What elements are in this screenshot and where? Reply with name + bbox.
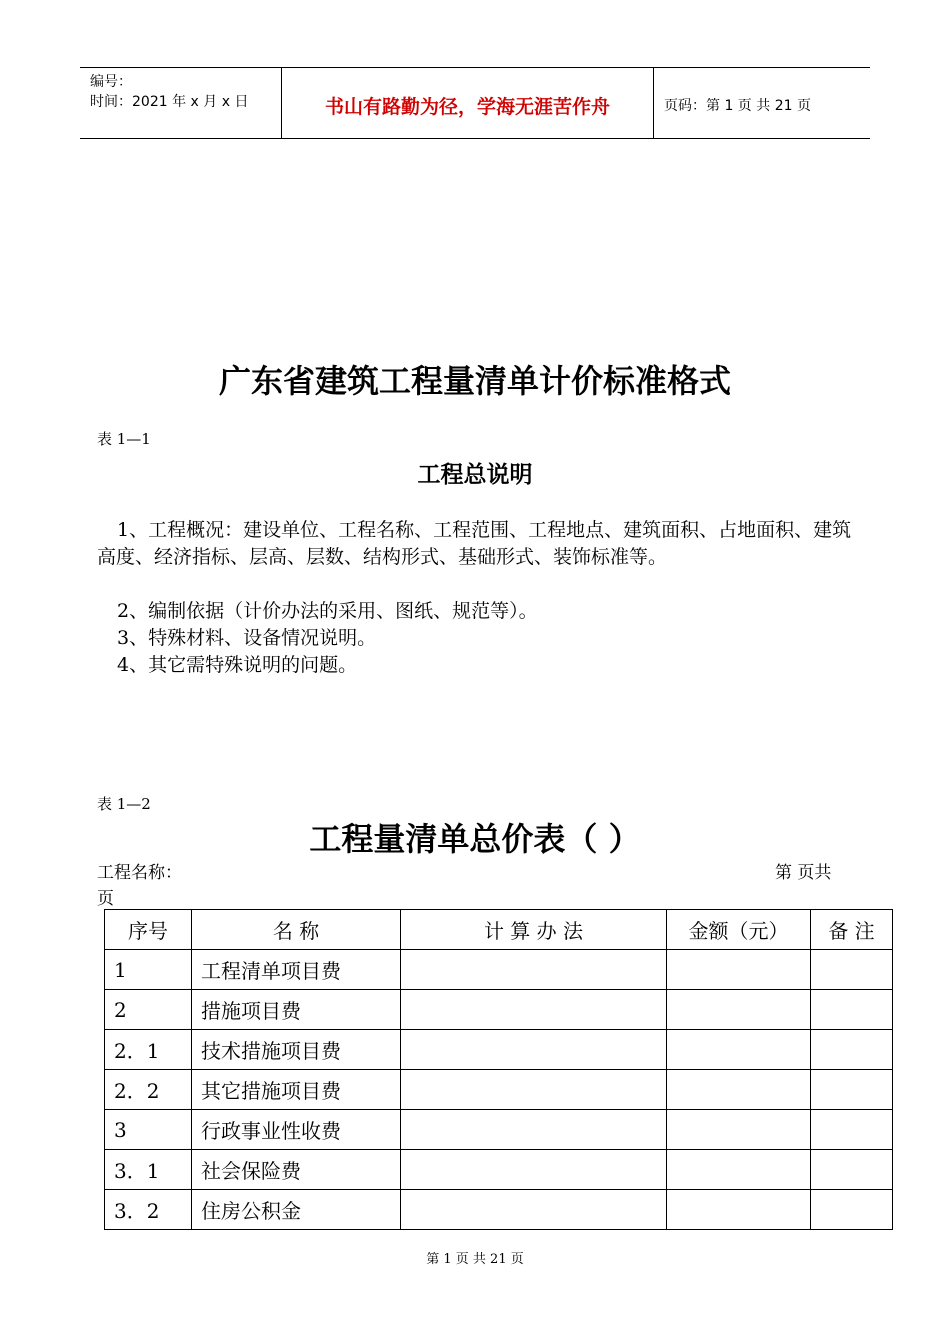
table-row: [105, 950, 893, 990]
row-method: [401, 1070, 667, 1110]
table-row: [105, 1070, 893, 1110]
row-number: 1: [105, 950, 192, 990]
row-amount: [667, 1110, 811, 1150]
row-method: [401, 950, 667, 990]
header-page-label: 页码：第 1 页 共 21 页: [664, 98, 811, 114]
row-number: 2．2: [105, 1070, 192, 1110]
header-motto: 书山有路勤为径，学海无涯苦作舟: [324, 96, 610, 118]
table1-item-text: 2、编制依据（计价办法的采用、图纸、规范等）。: [117, 600, 538, 622]
page-footer: 第 1 页 共 21 页: [426, 1252, 524, 1267]
document-title: 广东省建筑工程量清单计价标准格式: [218, 362, 731, 400]
row-name: 其它措施项目费: [192, 1070, 401, 1110]
page-info: 第 页共: [775, 863, 832, 883]
header-number-label: 编号：: [90, 74, 132, 90]
row-remark: [811, 950, 893, 990]
row-number: 2．1: [105, 1030, 192, 1070]
header-info: [90, 72, 248, 112]
row-method: [401, 1110, 667, 1150]
column-header: 序号: [105, 910, 192, 950]
row-remark: [811, 1150, 893, 1190]
row-number: 2: [105, 990, 192, 1030]
row-number: 3: [105, 1110, 192, 1150]
table1-item-text: 3、特殊材料、设备情况说明。: [117, 627, 377, 649]
table1-item-text: 1、工程概况：建设单位、工程名称、工程范围、工程地点、建筑面积、占地面积、建筑高度、经济指标、层高、层数、结构形式、基础形式、装饰标准等。: [97, 519, 852, 568]
table-header-row: [105, 910, 893, 950]
table-row: [105, 1110, 893, 1150]
page-info-wrap: 页: [97, 889, 114, 909]
row-amount: [667, 1030, 811, 1070]
column-header: 金额（元）: [667, 910, 811, 950]
table-row: [105, 1030, 893, 1070]
row-remark: [811, 1110, 893, 1150]
header-time-label: 时间：2021 年 x 月 x 日: [90, 94, 249, 110]
row-amount: [667, 1190, 811, 1230]
row-name: 工程清单项目费: [192, 950, 401, 990]
row-name: 社会保险费: [192, 1150, 401, 1190]
header-divider: [653, 68, 654, 138]
row-method: [401, 1150, 667, 1190]
row-number: 3．2: [105, 1190, 192, 1230]
row-remark: [811, 990, 893, 1030]
column-header: 计 算 办 法: [401, 910, 667, 950]
price-summary-table: [104, 909, 893, 1230]
table1-item-text: 4、其它需特殊说明的问题。: [117, 654, 358, 676]
row-amount: [667, 1070, 811, 1110]
row-remark: [811, 1190, 893, 1230]
table1-item: [97, 598, 857, 679]
table2-heading: 工程量清单总价表（ ）: [309, 820, 641, 858]
row-name: 行政事业性收费: [192, 1110, 401, 1150]
table1-number: 表 1—1: [97, 430, 151, 448]
row-method: [401, 990, 667, 1030]
row-amount: [667, 990, 811, 1030]
row-amount: [667, 1150, 811, 1190]
row-method: [401, 1190, 667, 1230]
row-remark: [811, 1030, 893, 1070]
column-header: 备 注: [811, 910, 893, 950]
row-name: 技术措施项目费: [192, 1030, 401, 1070]
row-number: 3．1: [105, 1150, 192, 1190]
table1-item: [97, 517, 857, 571]
page-header: [80, 67, 870, 139]
row-name: 措施项目费: [192, 990, 401, 1030]
row-name: 住房公积金: [192, 1190, 401, 1230]
project-name-label: 工程名称：: [97, 863, 182, 883]
row-amount: [667, 950, 811, 990]
row-method: [401, 1030, 667, 1070]
table-row: [105, 990, 893, 1030]
table2-number: 表 1—2: [97, 795, 151, 813]
table-row: [105, 1190, 893, 1230]
row-remark: [811, 1070, 893, 1110]
table-row: [105, 1150, 893, 1190]
table1-heading: 工程总说明: [417, 461, 533, 488]
column-header: 名 称: [192, 910, 401, 950]
